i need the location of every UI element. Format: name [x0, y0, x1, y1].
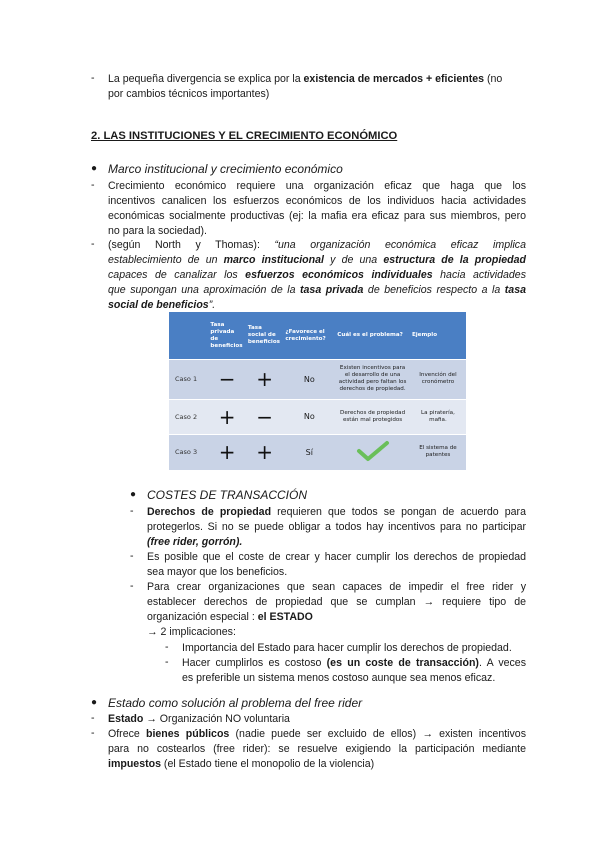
plus-sign: +	[208, 434, 245, 470]
marco-p1-line-2: incentivos canalicen los esfuerzos económicos de los individuos hacia actividades	[108, 195, 526, 207]
section-heading: 2. LAS INSTITUCIONES Y EL CRECIMIENTO ECONÓMICO	[91, 130, 398, 142]
plus-sign: +	[208, 399, 245, 434]
implicacion-2-line-1: Hacer cumplirlos es costoso (es un coste de transacción). A veces	[182, 657, 526, 669]
costes-i1-line-1: Derechos de propiedad requieren que todos se pongan de acuerdo para	[147, 506, 526, 518]
marco-p2-line-4: que supongan una aproximación de la tasa privada de beneficios respecto a la tasa	[108, 284, 526, 296]
growth-value: No	[283, 399, 335, 434]
caso-label: Caso 1	[169, 360, 208, 399]
growth-value: Sí	[283, 434, 335, 470]
costes-i2-line-1: Es posible que el coste de crear y hacer cumplir los derechos de propiedad	[147, 551, 526, 563]
table-header-cell	[169, 312, 208, 360]
costes-i3-line-1: Para crear organizaciones que sean capaces de impedir el free rider y	[147, 581, 526, 593]
implicacion-1: Importancia del Estado para hacer cumplir los derechos de propiedad.	[182, 642, 512, 654]
minus-sign: −	[208, 360, 245, 399]
problem-cell	[335, 434, 410, 470]
growth-value: No	[283, 360, 335, 399]
implicacion-2-line-2: es preferible un sistema menos costoso aunque sea menos eficaz.	[182, 672, 496, 684]
table-row	[169, 360, 466, 399]
estado-line-4: impuestos (el Estado tiene el monopolio de la violencia)	[108, 758, 375, 770]
subheading-marco: Marco institucional y crecimiento económico	[108, 162, 343, 176]
dash-marker: -	[130, 580, 134, 592]
marco-p2-line-5: social de beneficios”.	[108, 299, 216, 311]
problem-text: Derechos de propiedad están mal protegidos	[335, 399, 410, 434]
bullet-icon: ●	[130, 489, 137, 500]
intro-line-1: La pequeña divergencia se explica por la existencia de mercados + eficientes (no	[108, 73, 503, 85]
marco-p1-line-1: Crecimiento económico requiere una organización eficaz que haga que los	[108, 180, 526, 192]
implicaciones-label: → 2 implicaciones:	[147, 626, 236, 638]
dash-marker: -	[91, 712, 95, 724]
costes-i3-line-2: establecer derechos de propiedad que se cumplan → requiere tipo de	[147, 596, 526, 608]
dash-marker: -	[91, 179, 95, 191]
intro-line-2: por cambios técnicos importantes)	[108, 88, 270, 100]
minus-sign: −	[246, 399, 283, 434]
dash-marker: -	[165, 656, 169, 668]
table-header-cell: Ejemplo	[410, 312, 466, 360]
estado-line-2: Ofrece bienes públicos (nadie puede ser excluido de ellos) → existen incentivos	[108, 728, 526, 740]
estado-line-3: para no costearlos (free rider): se resuelve exigiendo la participación mediante	[108, 743, 526, 755]
table-header-cell: ¿Favorece el crecimiento?	[283, 312, 335, 360]
plus-sign: +	[246, 360, 283, 399]
dash-marker: -	[165, 641, 169, 653]
example-text: Invención del cronómetro	[410, 360, 466, 399]
estado-line-1: Estado → Organización NO voluntaria	[108, 713, 290, 725]
table-header-cell: Tasa social de beneficios	[246, 312, 283, 360]
marco-p1-line-4: no para la sociedad).	[108, 225, 207, 237]
problem-text: Existen incentivos para el desarrollo de una actividad pero faltan los derechos de propiedad.	[335, 360, 410, 399]
cases-table	[169, 312, 466, 470]
table-header-cell: Tasa privada de beneficios	[208, 312, 245, 360]
subheading-estado: Estado como solución al problema del free rider	[108, 696, 363, 710]
marco-p2-line-1: (según North y Thomas): “una organización económica eficaz implica	[108, 239, 526, 251]
marco-p1-line-3: económicas socialmente productivas (ej: la mafia era eficaz para sus miembros, pero	[108, 210, 526, 222]
bullet-icon: ●	[91, 163, 98, 174]
caso-label: Caso 2	[169, 399, 208, 434]
example-text: La piratería, mafia.	[410, 399, 466, 434]
costes-i1-line-3: (free rider, gorrón).	[147, 536, 243, 548]
dash-marker: -	[91, 238, 95, 250]
marco-p2-line-3: capaces de canalizar los esfuerzos económicos individuales hacia actividades	[108, 269, 526, 281]
table-header-row	[169, 312, 466, 360]
dash-marker: -	[130, 550, 134, 562]
plus-sign: +	[246, 434, 283, 470]
dash-marker: -	[91, 72, 95, 84]
dash-marker: -	[130, 505, 134, 517]
marco-p2-line-2: establecimiento de un marco institucional y de una estructura de la propiedad	[108, 254, 526, 266]
checkmark-icon	[356, 440, 390, 462]
table-row	[169, 399, 466, 434]
dash-marker: -	[91, 727, 95, 739]
subheading-costes: COSTES DE TRANSACCIÓN	[147, 488, 308, 502]
bullet-icon: ●	[91, 697, 98, 708]
costes-i2-line-2: sea mayor que los beneficios.	[147, 566, 288, 578]
table-row	[169, 434, 466, 470]
table-header-cell: Cuál es el problema?	[335, 312, 410, 360]
caso-label: Caso 3	[169, 434, 208, 470]
example-text: El sistema de patentes	[410, 434, 466, 470]
costes-i1-line-2: protegerlos. Si no se puede obligar a todos hay incentivos para no participar	[147, 521, 526, 533]
costes-i3-line-3: organización especial : el ESTADO	[147, 611, 313, 623]
